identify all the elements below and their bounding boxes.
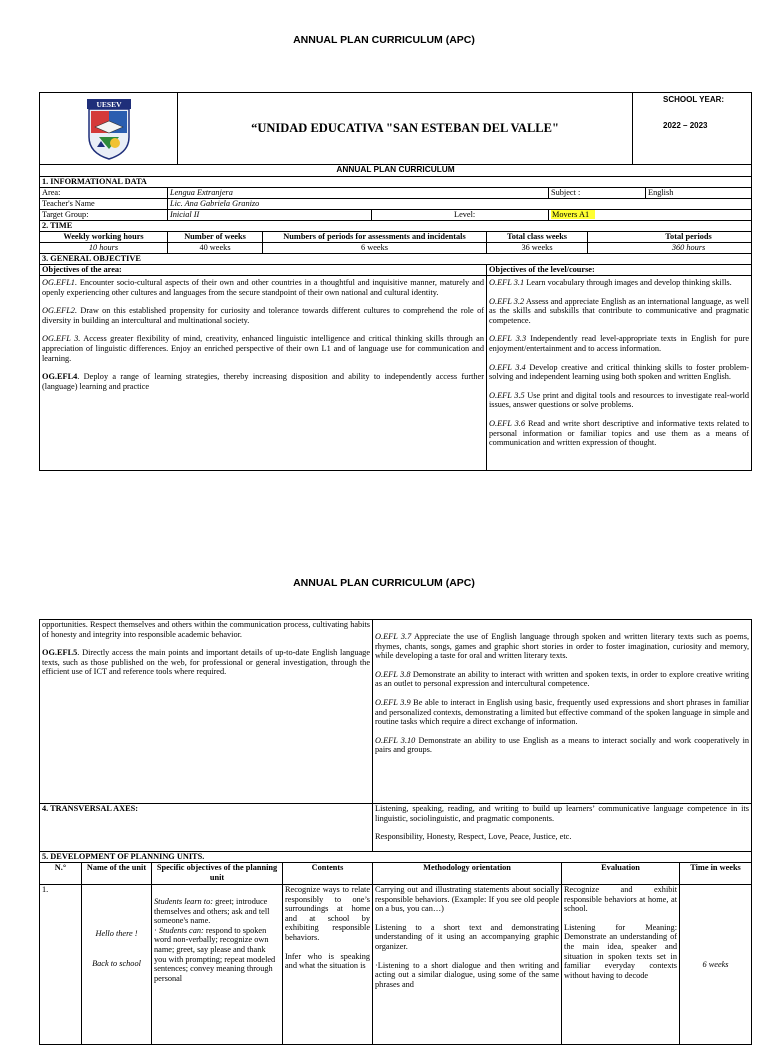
plan-table-page1: [39, 164, 752, 471]
logo-text: UESEV: [95, 99, 122, 109]
time-total-periods: 360 hours: [588, 243, 752, 254]
unit-name-2: Back to school: [92, 958, 141, 968]
subject-value: English: [646, 188, 752, 199]
area-objectives-cell-p1: [40, 276, 487, 471]
section-time: 2. TIME: [40, 221, 752, 232]
transversal-axes-cell: [373, 804, 752, 852]
section-general-objective: 3. GENERAL OBJECTIVE: [40, 254, 752, 265]
school-logo: [85, 97, 133, 161]
unit-time: 6 weeks: [680, 885, 752, 1045]
unit-number: 1.: [40, 885, 82, 1045]
objective-og-efl1: OG.EFL1. Encounter socio-cultural aspects of their own and other countries in a thoughtful and inquisitive manner, maturely and openly experiencing other cultures and languages from the secure standpoint of their own national and cultural identity.: [42, 278, 484, 297]
time-header-assessment-periods: Numbers of periods for assessments and incidentals: [263, 232, 487, 243]
objective-o-efl-3-9: O.EFL 3.9 Be able to interact in English using basic, frequently used expressions and short phrases in familiar and personalized contexts, demonstrating a limited but effective command of the spoken language in simple and routine tasks which require a direct exchange of information.: [375, 697, 750, 727]
objective-o-efl-3-7: O.EFL 3.7 Appreciate the use of English language through spoken and written literary texts such as poems, rhymes, chants, songs, games and graphic short stories in order to foster imagination, curiosity and memory, while developing a taste for oral and written literary texts.: [375, 632, 750, 661]
area-value: Lengua Extranjera: [168, 188, 549, 199]
objective-o-efl-3-5: O.EFL 3.5 Use print and digital tools and resources to investigate real-world issues, answer questions or solve problems.: [489, 390, 750, 410]
area-objectives-header: Objectives of the area:: [40, 265, 487, 276]
section-planning-units: 5. DEVELOPMENT OF PLANNING UNITS.: [40, 852, 752, 863]
unit-method-3: ·Listening to a short dialogue and then writing and acting out a similar dialogue, using some of the same phrases and: [375, 960, 560, 989]
unit-contents-2: Infer who is speaking and what the situation is: [285, 951, 371, 971]
unit-method-2: Listening to a short text and demonstrating understanding of it using an accompanying graphic organizer.: [375, 922, 560, 951]
objective-og-efl4-cont: opportunities. Respect themselves and others within the communication process, cultivating habits of honesty and integrity into responsible academic behavior.: [42, 620, 371, 639]
transversal-text-1: Listening, speaking, reading, and writing to build up learners’ communicative language competence in its linguistic, sociolinguistic, and pragmatic components.: [375, 804, 750, 823]
time-assessment-periods: 6 weeks: [263, 243, 487, 254]
teacher-value: Lic. Ana Gabriela Granizo: [168, 199, 752, 210]
plan-subtitle: ANNUAL PLAN CURRICULUM: [40, 165, 752, 177]
section-informational-data: 1. INFORMATIONAL DATA: [40, 177, 752, 188]
level-label: Level:: [372, 210, 549, 221]
objective-og-efl4: OG.EFL4. Deploy a range of learning strategies, thereby increasing disposition and ability to independently access further (language) learning and practice: [42, 372, 484, 391]
objective-o-efl-3-2: O.EFL 3.2 Assess and appreciate English as an international language, as well as the skills and subskills that contribute to communicative and pragmatic competence.: [489, 296, 750, 325]
objective-o-efl-3-3: O.EFL 3.3 Independently read level-appropriate texts in English for pure enjoyment/entertainment and to access information.: [489, 334, 750, 353]
time-header-weeks: Number of weeks: [168, 232, 263, 243]
target-group-value: Inicial II: [168, 210, 372, 221]
unit-name-1: Hello there !: [95, 929, 138, 938]
time-weekly-hours: 10 hours: [40, 243, 168, 254]
subject-label: Subject :: [549, 188, 646, 199]
time-class-weeks: 36 weeks: [487, 243, 588, 254]
col-header-specific-objectives: Specific objectives of the planning unit: [152, 863, 283, 885]
objective-o-efl-3-8: O.EFL 3.8 Demonstrate an ability to interact with written and spoken texts, in order to explore creative writing as an outlet to personal expression and intercultural competence.: [375, 669, 750, 689]
unit-contents-cell: [283, 885, 373, 1045]
time-header-total-periods: Total periods: [588, 232, 752, 243]
objective-og-efl2: OG.EFL2. Draw on this established propensity for curiosity and tolerance towards different cultures to comprehend the role of diversity in building an intercultural and multinational society.: [42, 306, 484, 325]
objective-o-efl-3-6: O.EFL 3.6 Read and write short descriptive and informative texts related to personal information or familiar topics and use them as a means of communication and written expression of thought.: [489, 418, 750, 448]
unit-eval-1: Recognize and exhibit responsible behaviors at home, at school.: [564, 885, 678, 914]
document-title: ANNUAL PLAN CURRICULUM (APC): [293, 34, 475, 46]
unit-evaluation-cell: [562, 885, 680, 1045]
unit-objectives-2: · Students can: respond to spoken word non-verbally; recognize own name; greet, say please and thank you with prompting; repeat modeled sentences; convey meaning through personal: [154, 925, 276, 983]
objective-o-efl-3-4: O.EFL 3.4 Develop creative and critical thinking skills to foster problem-solving and independent learning using both spoken and written English.: [489, 362, 750, 382]
level-value: Movers A1: [551, 210, 595, 219]
area-label: Area:: [40, 188, 168, 199]
page-1: [0, 0, 768, 520]
transversal-text-2: Responsibility, Honesty, Respect, Love, Peace, Justice, etc.: [375, 832, 572, 842]
level-objectives-cell-p1: [487, 276, 752, 471]
target-group-label: Target Group:: [40, 210, 168, 221]
time-header-class-weeks: Total class weeks: [487, 232, 588, 243]
level-objectives-cell-p2: [373, 620, 752, 804]
objective-og-efl5: OG.EFL5. Directly access the main points and important details of up-to-date English language texts, such as those published on the web, for professional or general investigation, through the efficient use of ICT and reference tools where required.: [42, 648, 371, 677]
header-table: [39, 92, 752, 165]
teacher-label: Teacher's Name: [40, 199, 168, 210]
col-header-methodology: Methodology orientation: [373, 863, 562, 885]
time-weeks: 40 weeks: [168, 243, 263, 254]
section-transversal-axes: 4. TRANSVERSAL AXES:: [40, 804, 373, 852]
area-objectives-cell-p2: [40, 620, 373, 804]
table-row: [40, 885, 752, 1045]
school-year-value: 2022 – 2023: [663, 120, 708, 130]
unit-eval-2: Listening for Meaning: Demonstrate an understanding of the main idea, speaker and situation in spoken texts set in familiar everyday contexts without having to decode: [564, 922, 678, 980]
unit-methodology-cell: [373, 885, 562, 1045]
school-name: “UNIDAD EDUCATIVA "SAN ESTEBAN DEL VALLE": [178, 93, 633, 165]
unit-method-1: Carrying out and illustrating statements about socially responsible behaviors. (Example: If you see old people on a bus, you can…): [375, 885, 560, 914]
col-header-time-weeks: Time in weeks: [680, 863, 752, 885]
page-2: [0, 560, 768, 1024]
time-header-weekly-hours: Weekly working hours: [40, 232, 168, 243]
plan-table-page2: [39, 619, 752, 1045]
document-title-page2: ANNUAL PLAN CURRICULUM (APC): [293, 577, 475, 589]
col-header-number: N.°: [40, 863, 82, 885]
school-year-label: SCHOOL YEAR:: [663, 95, 725, 104]
col-header-evaluation: Evaluation: [562, 863, 680, 885]
level-objectives-header: Objectives of the level/course:: [487, 265, 752, 276]
objective-o-efl-3-10: O.EFL 3.10 Demonstrate an ability to use English as a means to interact socially and work cooperatively in pairs and groups.: [375, 735, 750, 755]
logo-cell: [40, 93, 178, 165]
col-header-contents: Contents: [283, 863, 373, 885]
unit-objectives-cell: [152, 885, 283, 1045]
objective-og-efl3: OG.EFL 3. Access greater flexibility of mind, creativity, enhanced linguistic intelligence and critical thinking skills through an appreciation of linguistic differences. Enjoy an enriched perspective of their own L1 and of language use for communication and learning.: [42, 334, 484, 363]
unit-contents-1: Recognize ways to relate responsibly to one’s surroundings at home and at school by exhibiting responsible behaviors.: [285, 885, 371, 942]
unit-name-cell: [82, 885, 152, 1045]
objective-o-efl-3-1: O.EFL 3.1 Learn vocabulary through images and develop thinking skills.: [489, 278, 732, 287]
unit-objectives-1: Students learn to: greet; introduce themselves and others; ask and tell someone's name.: [154, 897, 270, 926]
col-header-unit-name: Name of the unit: [82, 863, 152, 885]
